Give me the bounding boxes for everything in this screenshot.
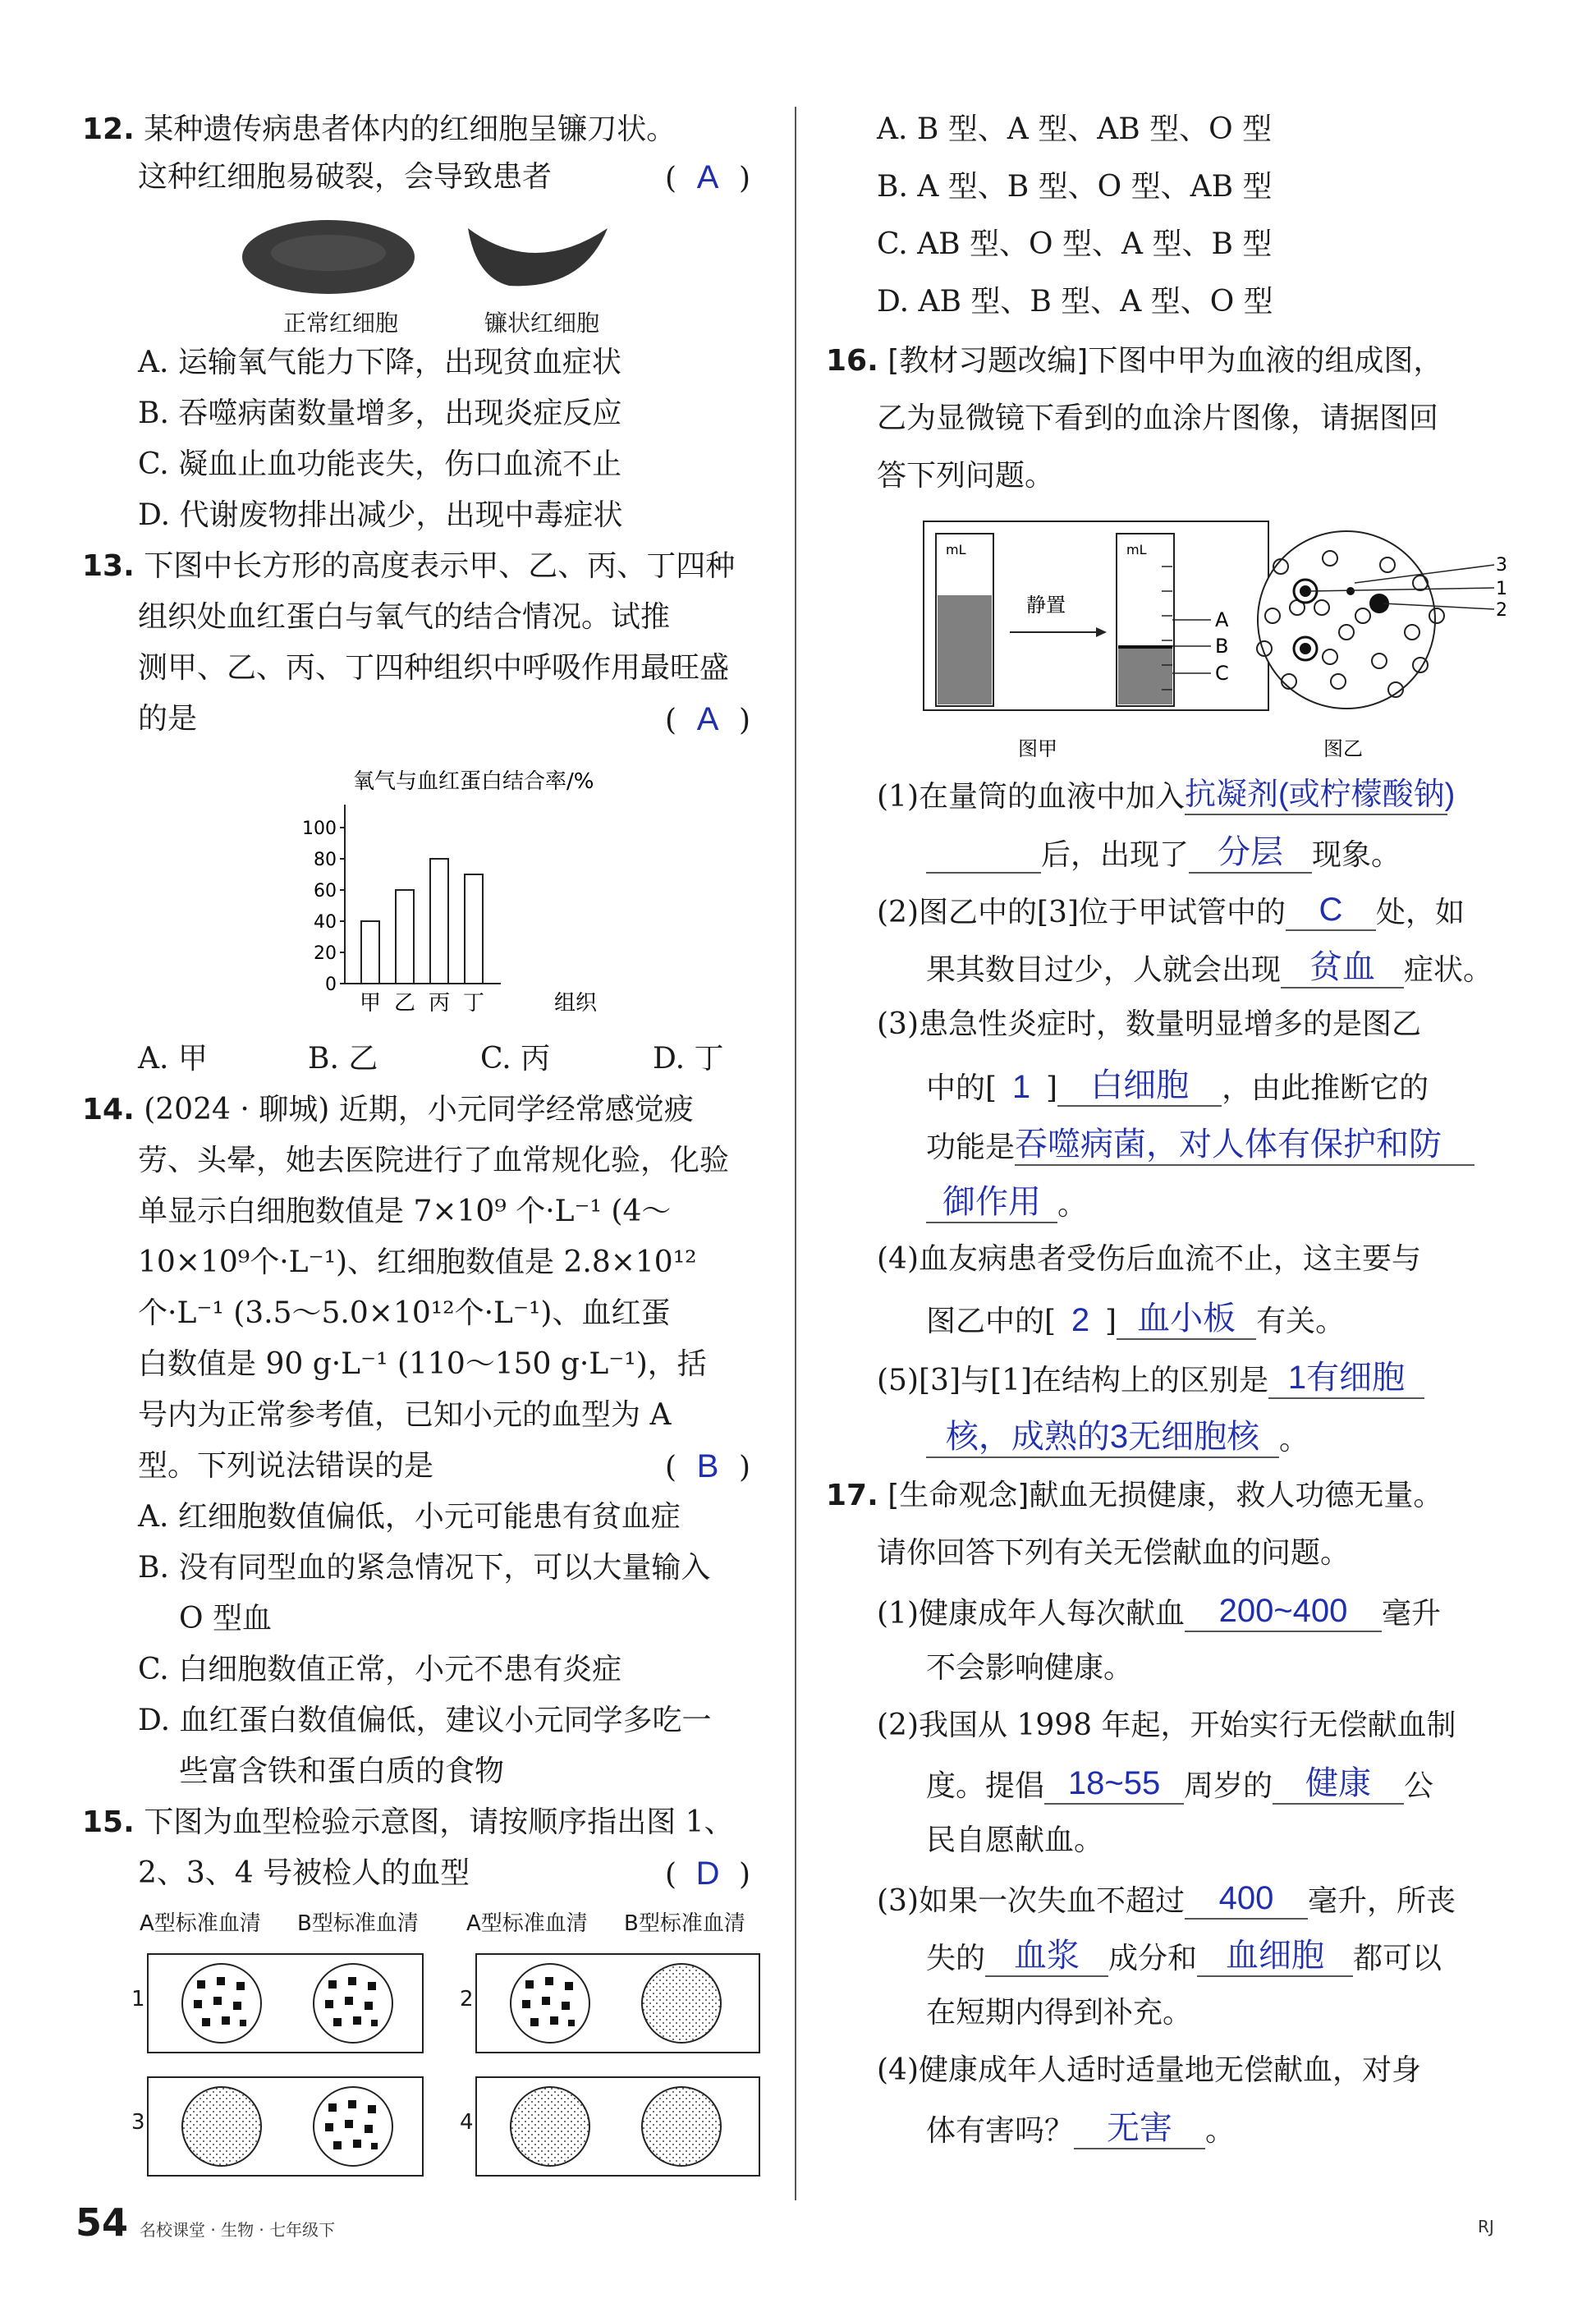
option-c: C. 凝血止血功能丧失，伤口血流不止 (138, 447, 622, 481)
page-number: 54 (76, 2200, 129, 2245)
y-tick-label: 60 (314, 881, 337, 901)
sickle-red-cell (468, 228, 608, 286)
answer: 御作用 (942, 1184, 1041, 1220)
answer: 吞噬病菌，对人体有保护和防 (1015, 1126, 1442, 1163)
sub-question-1: (1)在量筒的血液中加入 (877, 780, 1185, 814)
y-tick-label: 20 (314, 943, 337, 964)
x-tick-label: 乙 (393, 991, 416, 1016)
question-text: 个·L⁻¹ (3.5～5.0×10¹²个·L⁻¹)、血红蛋 (138, 1296, 671, 1330)
svg-text:mL: mL (1126, 542, 1147, 557)
sub-question-3: (3)如果一次失血不超过 (877, 1884, 1185, 1918)
x-tick-label: 丙 (428, 991, 451, 1016)
test-panel-4 (476, 2077, 759, 2176)
question-tag: [生命观念] (887, 1479, 1030, 1512)
answer: 分层 (1218, 834, 1284, 870)
question-text: 下图中甲为血液的组成图， (1088, 344, 1443, 378)
bar-丁 (465, 874, 483, 984)
answer: A (696, 159, 719, 195)
answer: 抗凝剂(或柠檬酸钠) (1185, 778, 1456, 812)
sub-question-2: (2)图乙中的[3]位于甲试管中的 (877, 896, 1286, 929)
column-divider (795, 107, 796, 2200)
answer: 2 (1071, 1302, 1090, 1338)
question-text: 乙为显微镜下看到的血涂片图像，请据图回 (877, 401, 1439, 435)
red-blood-cell-figure (238, 212, 624, 310)
x-tick-label: 甲 (359, 991, 382, 1016)
y-tick-label: 80 (314, 850, 337, 870)
option-b: B. A 型、B 型、O 型、AB 型 (877, 170, 1273, 204)
question-text: 的是 (138, 702, 198, 736)
question-tag: [教材习题改编] (887, 344, 1089, 378)
question-text: 请你回答下列有关无偿献血的问题。 (877, 1536, 1351, 1570)
svg-text:mL: mL (946, 542, 966, 557)
svg-text:图乙: 图乙 (1323, 737, 1363, 760)
chart-ylabel: 氧气与血红蛋白结合率/% (353, 769, 594, 794)
question-text: 测甲、乙、丙、丁四种组织中呼吸作用最旺盛 (138, 651, 730, 685)
answer: 血小板 (1137, 1300, 1236, 1337)
svg-text:图甲: 图甲 (1018, 737, 1057, 760)
option-d: D. 代谢废物排出减少，出现中毒症状 (138, 498, 623, 532)
question-text: 单显示白细胞数值是 7×10⁹ 个·L⁻¹ (4～ (138, 1195, 672, 1228)
panel-number: 4 (460, 2110, 474, 2135)
y-tick-label: 100 (302, 819, 337, 839)
test-panel-2 (476, 1954, 759, 2053)
serum-a-label: A型标准血清 (466, 1911, 588, 1936)
answer: 白细胞 (1090, 1067, 1190, 1103)
svg-text:静置: 静置 (1026, 594, 1066, 617)
panel-number: 1 (131, 1987, 145, 2012)
option-d-cont: 些富含铁和蛋白质的食物 (179, 1755, 505, 1788)
question-text: (2024 · 聊城) 近期，小元同学经常感觉疲 (144, 1093, 694, 1126)
option-d: D. AB 型、B 型、A 型、O 型 (877, 285, 1273, 319)
question-number: 12. (82, 112, 135, 146)
panel-number: 3 (131, 2110, 145, 2135)
edition-mark: RJ (1478, 2217, 1494, 2236)
question-number: 15. (82, 1805, 135, 1839)
question-text: 白数值是 90 g·L⁻¹ (110～150 g·L⁻¹)，括 (138, 1347, 707, 1381)
option-b-cont: O 型血 (179, 1602, 272, 1635)
option-d: D. 丁 (653, 1042, 724, 1076)
question-text: 下图为血型检验示意图，请按顺序指出图 1、 (144, 1805, 734, 1839)
bar-丙 (430, 859, 448, 984)
question-number: 16. (826, 344, 878, 378)
question-text: 这种红细胞易破裂，会导致患者 (138, 160, 553, 194)
option-c: C. AB 型、O 型、A 型、B 型 (877, 227, 1273, 261)
question-text: 2、3、4 号被检人的血型 (138, 1856, 470, 1890)
sub-question-3: (3)患急性炎症时，数量明显增多的是图乙 (877, 1007, 1421, 1041)
option-a: A. 甲 (138, 1042, 208, 1076)
caption-normal-cell: 正常红细胞 (283, 310, 399, 337)
answer: B (696, 1448, 719, 1484)
option-a: A. 红细胞数值偏低，小元可能患有贫血症 (138, 1500, 681, 1534)
answer: C (1319, 892, 1343, 928)
option-b: B. 吞噬病菌数量增多，出现炎症反应 (138, 397, 622, 430)
option-c: C. 白细胞数值正常，小元不患有炎症 (138, 1653, 622, 1686)
question-text: 某种遗传病患者体内的红细胞呈镰刀状。 (144, 112, 676, 146)
serum-b-label: B型标准血清 (624, 1911, 745, 1936)
svg-text:2: 2 (1496, 600, 1507, 621)
blood-type-test-figure (140, 1946, 772, 2192)
y-tick-label: 0 (325, 975, 337, 995)
bar-乙 (396, 890, 414, 984)
option-a: A. B 型、A 型、AB 型、O 型 (877, 112, 1273, 146)
option-c: C. 丙 (480, 1042, 551, 1076)
svg-text:A: A (1215, 608, 1229, 631)
question-text: 劳、头晕，她去医院进行了血常规化验，化验 (138, 1144, 730, 1177)
answer: A (696, 701, 719, 737)
answer: 400 (1218, 1880, 1274, 1916)
question-text: 组织处血红蛋白与氧气的结合情况。试推 (138, 600, 671, 634)
x-tick-label: 丁 (462, 991, 485, 1016)
book-title: 名校课堂 · 生物 · 七年级下 (140, 2220, 336, 2240)
answer: D (695, 1856, 720, 1892)
svg-text:C: C (1215, 662, 1229, 685)
option-d: D. 血红蛋白数值偏低，建议小元同学多吃一 (138, 1704, 712, 1737)
answer: 贫血 (1309, 949, 1376, 985)
question-number: 13. (82, 549, 135, 583)
sub-question-4: (4)血友病患者受伤后血流不止，这主要与 (877, 1242, 1421, 1276)
answer: 血细胞 (1226, 1938, 1325, 1974)
answer: 1有细胞 (1287, 1360, 1406, 1396)
caption-sickle-cell: 镰状红细胞 (484, 310, 600, 337)
question-text: 型。下列说法错误的是 (138, 1449, 434, 1483)
test-panel-3 (148, 2077, 423, 2176)
sub-question-2: (2)我国从 1998 年起，开始实行无偿献血制 (877, 1709, 1456, 1742)
chart-xlabel: 组织 (554, 991, 598, 1016)
test-panel-1 (148, 1954, 423, 2053)
svg-text:3: 3 (1496, 555, 1507, 576)
answer: 1 (1011, 1069, 1031, 1105)
sub-question-1: (1)健康成年人每次献血 (877, 1597, 1185, 1631)
question-text: 献血无损健康，救人功德无量。 (1029, 1479, 1443, 1512)
blood-composition-figure (920, 517, 1511, 764)
question-number: 14. (82, 1093, 135, 1126)
answer: 200~400 (1218, 1593, 1348, 1629)
svg-text:B: B (1215, 635, 1229, 658)
option-a: A. 运输氧气能力下降，出现贫血症状 (138, 346, 621, 379)
question-text: 号内为正常参考值，已知小元的血型为 A (138, 1398, 672, 1432)
answer: 核，成熟的3无细胞核 (945, 1419, 1260, 1455)
bar-甲 (361, 921, 379, 984)
oxygen-binding-bar-chart (296, 764, 640, 1018)
option-b: B. 没有同型血的紧急情况下，可以大量输入 (138, 1551, 711, 1585)
svg-text:1: 1 (1496, 579, 1507, 599)
sub-question-5: (5)[3]与[1]在结构上的区别是 (877, 1364, 1268, 1397)
serum-b-label: B型标准血清 (297, 1911, 419, 1936)
sub-question-4: (4)健康成年人适时适量地无偿献血，对身 (877, 2053, 1421, 2087)
panel-number: 2 (460, 1987, 474, 2012)
question-text: 10×10⁹个·L⁻¹)、红细胞数值是 2.8×10¹² (138, 1245, 697, 1279)
answer: 无害 (1107, 2110, 1173, 2146)
option-b: B. 乙 (308, 1042, 378, 1076)
question-text: 答下列问题。 (877, 459, 1055, 493)
serum-a-label: A型标准血清 (140, 1911, 261, 1936)
answer: 血浆 (1014, 1938, 1080, 1974)
y-tick-label: 40 (314, 912, 337, 933)
question-text: 下图中长方形的高度表示甲、乙、丙、丁四种 (144, 549, 736, 583)
answer: 健康 (1305, 1765, 1372, 1801)
question-number: 17. (826, 1479, 878, 1512)
answer: 18~55 (1067, 1765, 1161, 1801)
